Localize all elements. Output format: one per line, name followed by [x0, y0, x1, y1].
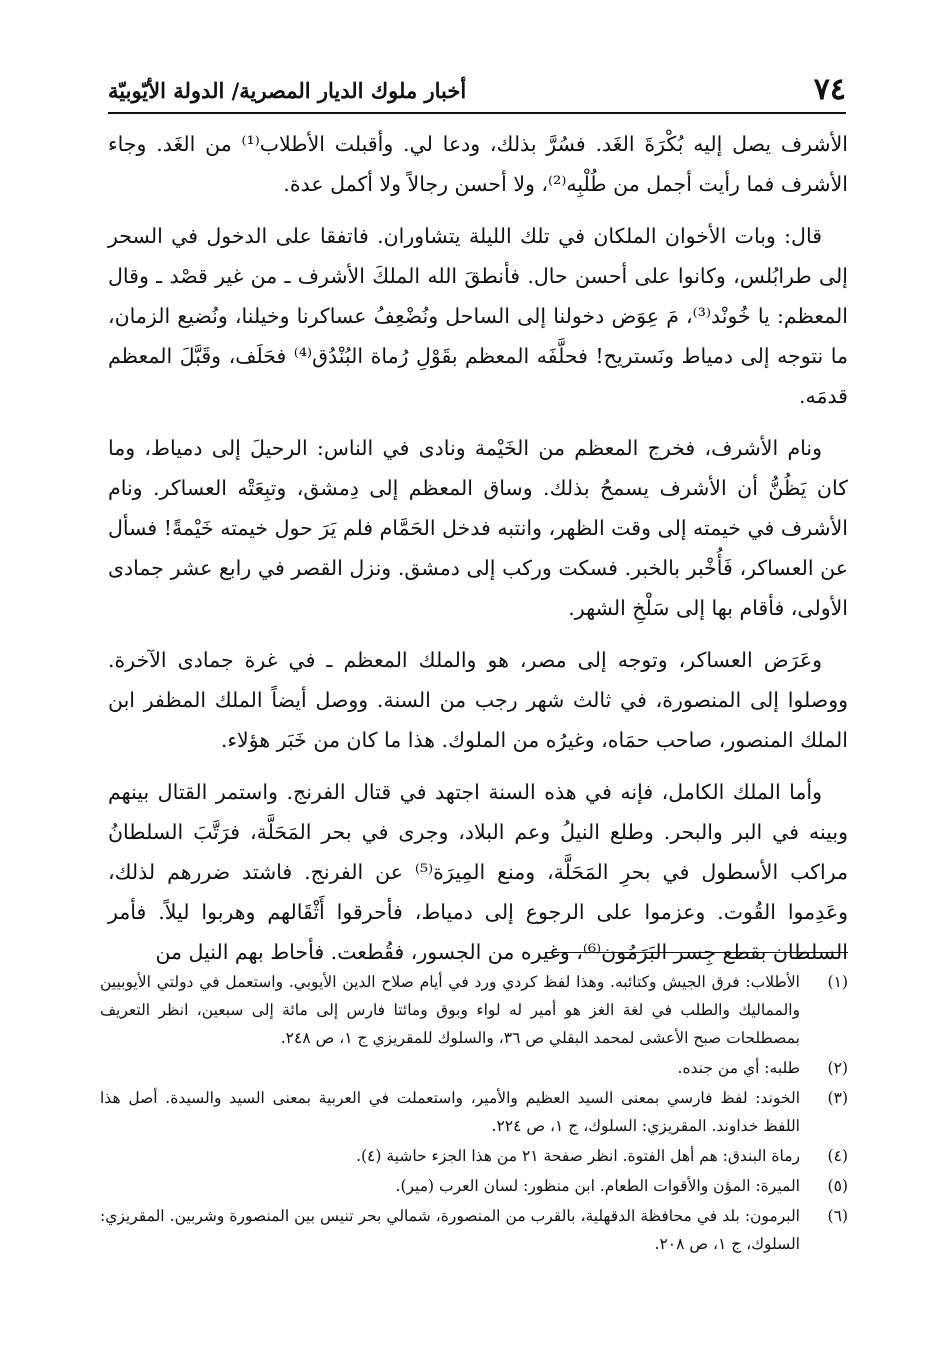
paragraph: قال: وبات الأخوان الملكان في تلك الليلة يتشاوران. فاتفقا على الدخول في السحر إلى طرابُلس، وكانوا على أحسن حال. فأنطقَ الله الملكَ الأشرف ـ من غير قصْد ـ وقال المعظم: يا خُونْد⁽³⁾، مَ عِوَض دخولنا إلى الساحل ونُضْعِفُ عساكرنا وخيلنا، ونُضيع الزمان، ما نتوجه إلى دمياط ونَستريح! فحلَّفَه المعظم بقَوْلِ رُماة البُنْدُق⁽⁴⁾ فحَلَف، وقَبَّلَ المعظم قدمَه.: [108, 224, 848, 408]
footnote-number: (٣): [827, 1089, 848, 1107]
page-number: ٧٤: [813, 72, 846, 107]
main-text: [108, 124, 848, 984]
footnote-separator: [545, 952, 848, 953]
footnote-number: (١): [827, 973, 848, 991]
paragraph: وأما الملك الكامل، فإنه في هذه السنة اجتهد في قتال الفرنج. واستمر القتال بينهم وبينه في البر والبحر. وطلع النيلُ وعم البلاد، وجرى في بحر المَحَلَّة، فرَتَّبَ السلطانُ مراكب الأسطول في بحرِ المَحَلَّة، ومنع المِيرَة⁽⁵⁾ عن الفرنج. فاشتد ضررهم لذلك، وعَدِموا القُوت. وعزموا على الرجوع إلى دمياط، فأحرقوا أَثْقَالهم وهربوا ليلاً. فأمر السلطان بقطع جِسر البَرَمُون⁽⁶⁾، وغيره من الجسور، فقُطعت. فأحاط بهم النيل من: [108, 780, 848, 964]
footnote-number: (٤): [827, 1147, 848, 1165]
paragraph: وعَرَض العساكر، وتوجه إلى مصر، هو والملك المعظم ـ في غرة جمادى الآخرة. ووصلوا إلى المنصورة، في ثالث شهر رجب من السنة. ووصل أيضاً الملك المظفر ابن الملك المنصور، صاحب حمَاه، وغيرُه من الملوك. هذا ما كان من خَبَر هؤلاء.: [108, 648, 848, 752]
footnote: [100, 968, 848, 1052]
header-rule: [108, 112, 846, 114]
footnote-number: (٥): [827, 1177, 848, 1195]
page-header: [108, 70, 846, 114]
running-title: أخبار ملوك الديار المصرية/ الدولة الأيّوبيّة: [108, 78, 467, 103]
footnote-text: الأطلاب: فرق الجيش وكتائبه. وهذا لفظ كردي ورد في أيام صلاح الدين الأيوبي. واستعمل في دولتي الأيوبيين والمماليك والطلب في لغة الغز هو أمير له لواء وبوق ومائتا فارس إلى مائة إلى سبعين، انظر التعريف بمصطلحات صبح الأعشى لمحمد البقلي ص ٣٦، والسلوك للمقريزي ج ١، ص ٢٤٨.: [100, 973, 800, 1047]
paragraph: الأشرف يصل إليه بُكْرَةَ الغَد. فسُرَّ بذلك، ودعا لي. وأقبلت الأطلاب⁽¹⁾ من الغَد. وجاء الأشرف فما رأيت أجمل من طُلْبِه⁽²⁾، ولا أحسن رجالاً ولا أكمل عدة.: [108, 132, 848, 196]
footnotes: [100, 968, 848, 1260]
footnote-number: (٢): [827, 1059, 848, 1077]
footnote-text: طلبه: أي من جنده.: [677, 1059, 800, 1077]
footnote: [100, 1202, 848, 1258]
footnote-text: الخوند: لفظ فارسي بمعنى السيد العظيم والأمير، واستعملت في العربية بمعنى السيد والسيدة. أصل هذا اللفظ خداوند. المقريزي: السلوك، ج ١، ص ٢٢٤.: [100, 1089, 800, 1135]
footnote-text: الميرة: المؤن والأقوات الطعام. ابن منظور: لسان العرب (مير).: [395, 1177, 800, 1195]
footnote: [100, 1084, 848, 1140]
footnote-text: رماة البندق: هم أهل الفتوة. انظر صفحة ٢١ من هذا الجزء حاشية (٤).: [356, 1147, 800, 1165]
footnote-number: (٦): [827, 1207, 848, 1225]
footnote: [100, 1054, 848, 1082]
paragraph: ونام الأشرف، فخرج المعظم من الخَيْمة ونادى في الناس: الرحيلَ إلى دمياط، وما كان يَظُنُّ أن الأشرف يسمحُ بذلك. وساق المعظم إلى دِمشق، وتبِعَتْه العساكر. ونام الأشرف في خيمته إلى وقت الظهر، وانتبه فدخل الحَمَّام فلم يَرَ حول خيمته خَيْمةً! فسأل عن العساكر، فَأُخْبر بالخبر. فسكت وركب إلى دمشق. ونزل القصر في رابع عشر جمادى الأولى، فأقام بها إلى سَلْخِ الشهر.: [108, 436, 848, 620]
footnote: [100, 1172, 848, 1200]
footnote-text: البرمون: بلد في محافظة الدقهلية، بالقرب من المنصورة، شمالي بحر تنيس بين المنصورة وشربين. المقريزي: السلوك، ج ١، ص ٢٠٨.: [100, 1207, 800, 1253]
footnote: [100, 1142, 848, 1170]
